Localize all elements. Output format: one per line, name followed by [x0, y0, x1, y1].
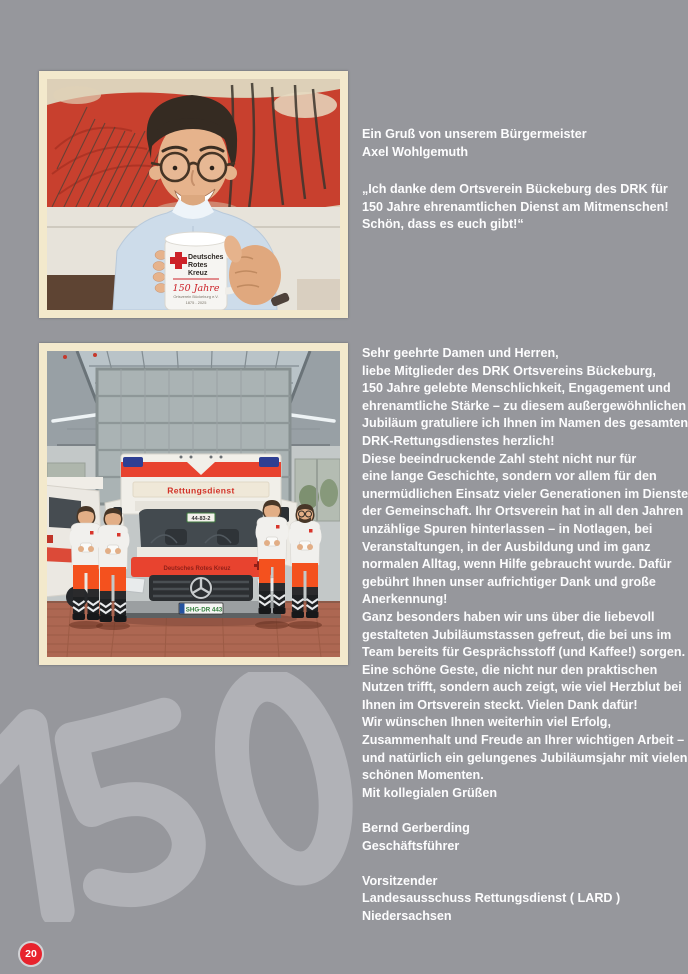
team-ambulance-photo — [39, 343, 348, 665]
anniversary-150-watermark — [0, 672, 368, 922]
license-plate — [179, 603, 223, 614]
page-number: 20 — [25, 948, 37, 960]
license-plate-text: SHG·DR 443 — [185, 606, 223, 614]
watermark-digit-1 — [0, 725, 58, 915]
mug-org-line2: Rotes — [188, 262, 208, 269]
mug-years-text: 1875 - 2025 — [185, 300, 207, 305]
roof-sign-text: Rettungsdienst — [167, 485, 235, 496]
watermark-digit-0 — [215, 674, 354, 880]
page-number-badge — [18, 941, 44, 967]
hood-lettering: Deutsches Rotes Kreuz — [163, 566, 231, 572]
mayor-photo-illustration — [47, 79, 340, 310]
blue-beacon — [123, 457, 143, 467]
watermark-digit-5 — [70, 714, 191, 894]
blue-beacon — [259, 457, 279, 467]
mug-club-text: Ortsverein Bückeburg e.V. — [173, 294, 219, 299]
greeting-heading: Ein Gruß von unserem Bürgermeister Axel Wohlgemuth — [362, 127, 587, 159]
anniversary-mug — [165, 232, 227, 310]
team-photo-illustration — [47, 351, 340, 657]
mayor-photo — [39, 71, 348, 318]
letter-body: Sehr geehrte Damen und Herren, liebe Mitglieder des DRK Ortsvereins Bückeburg, 150 Jahre gelebte Menschlichkeit, Engagement und ehrenamtliche Stärke – zu diesem außergewöhnlichen Jubiläum gratuliere ich Ihnen im Namen des gesamten DRK-Rettungsdienstes herzlich! Diese beeindruckende Zahl steht nicht nur für eine lange Geschichte, sondern vor allem für den unermüdlichen Einsatz vieler Generationen im Dienste der Gemeinschaft. Ihr Ortsverein hat in all den Jahren unzählige Spuren hinterlassen – in Notlagen, bei Veranstaltungen, in der Ausbildung und im ganz normalen Alltag, wenn Hilfe gebraucht wurde. Dafür gebührt Ihnen unser aufrichtiger Dank und große Anerkennung! Ganz besonders haben wir uns über die liebevoll gestalteten Jubiläumstassen gefreut, die bei uns im Team bereits für Gesprächsstoff (und Kaffee!) sorgen. Eine schöne Geste, die nicht nur den praktischen Nutzen trifft, sondern auch zeigt, wie viel Herzblut bei Ihnen im Ortsverein steckt. Vielen Dank dafür! Wir wünschen Ihnen weiterhin viel Erfolg, Zusammenhalt und Freude an Ihrer wichtigen Arbeit – und natürlich ein gelungenes Jubiläumsjahr mit vielen schönen Momenten. Mit kollegialen Grüßen Bernd Gerberding Geschäftsführer Vorsitzender Landesausschuss Rettungsdienst ( LARD ) Niedersachsen — [362, 346, 688, 923]
mug-org-line1: Deutsches — [188, 254, 224, 261]
mug-anniversary-text: 150 Jahre — [172, 283, 220, 294]
mug-org-line3: Kreuz — [188, 270, 208, 277]
windshield-code: 44-83-2 — [191, 516, 211, 522]
greeting-quote: „Ich danke dem Ortsverein Bückeburg des DRK für 150 Jahre ehrenamtlichen Dienst am Mitmenschen! Schön, dass es euch gibt!“ — [362, 182, 669, 232]
headlight — [123, 577, 145, 593]
